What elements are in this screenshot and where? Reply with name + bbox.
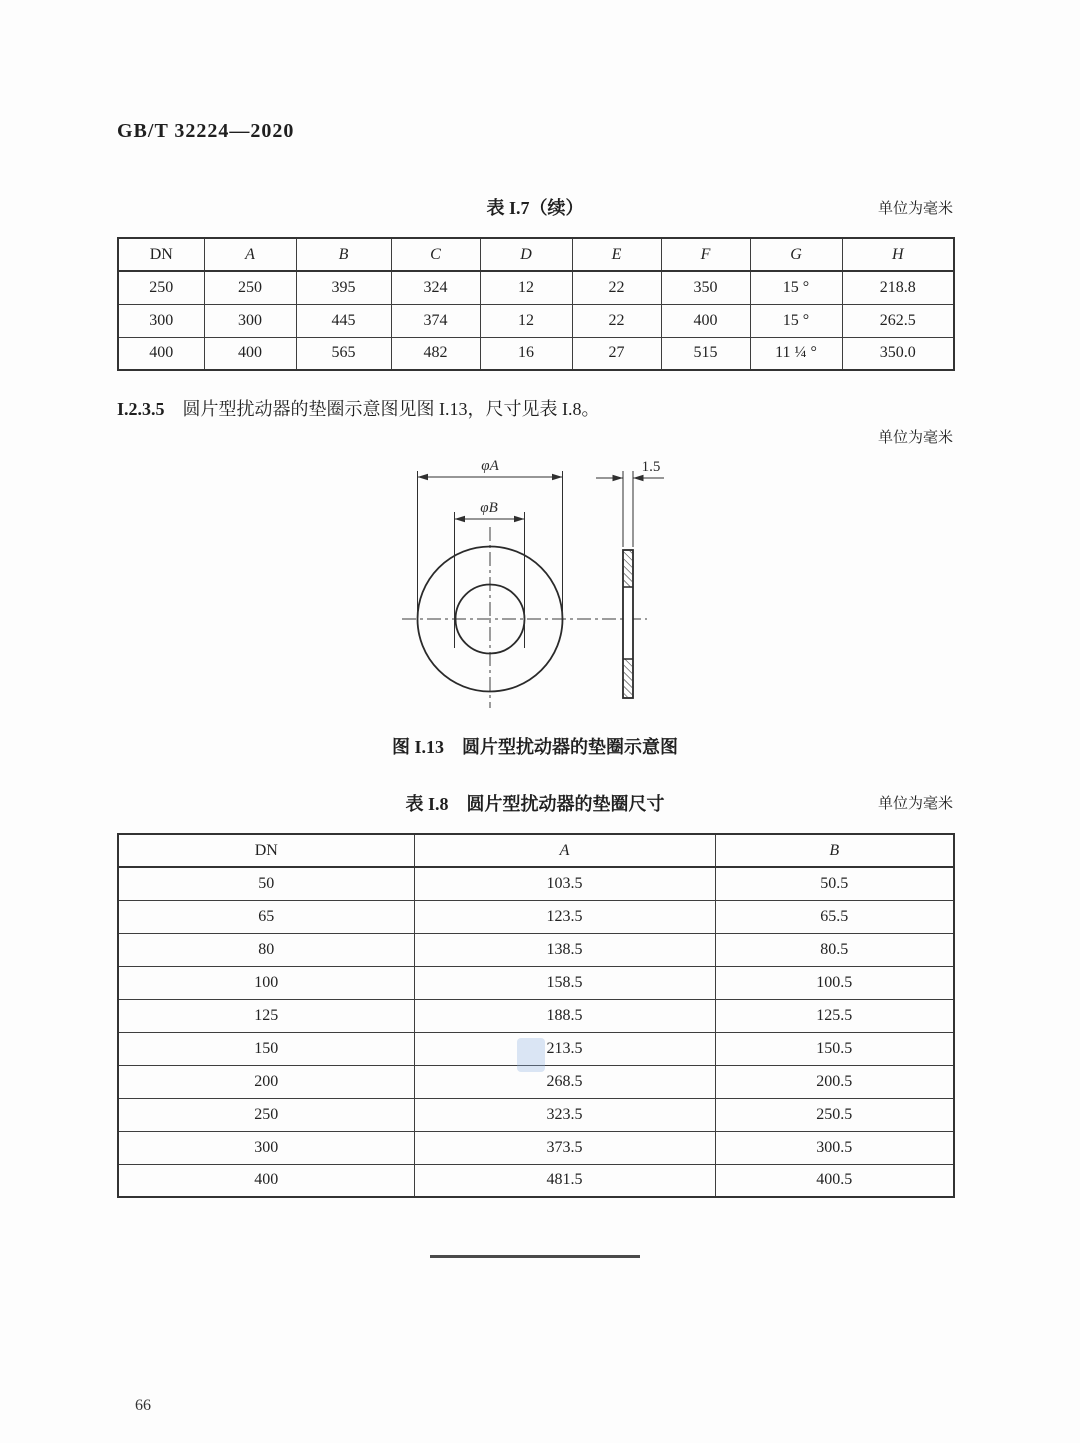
column-header: G (750, 238, 842, 271)
table-cell: 80.5 (715, 933, 954, 966)
table-cell: 11 ¼ ° (750, 337, 842, 370)
column-header: F (661, 238, 750, 271)
table-cell: 65.5 (715, 900, 954, 933)
table-row (118, 999, 954, 1032)
table-i8-caption: 表 I.8 圆片型扰动器的垫圈尺寸 (405, 794, 665, 814)
table-cell: 250 (204, 271, 296, 304)
arrowhead (514, 516, 525, 522)
table-cell: 400 (204, 337, 296, 370)
unit-note: 单位为毫米 (877, 201, 953, 217)
table-cell: 65 (118, 900, 414, 933)
table-cell: 158.5 (414, 966, 715, 999)
table-cell: 400 (118, 337, 204, 370)
table-cell: 125 (118, 999, 414, 1032)
table-header-row (118, 834, 954, 867)
dim-thickness (596, 471, 664, 547)
column-header: E (572, 238, 661, 271)
table-cell: 100 (118, 966, 414, 999)
table-cell: 481.5 (414, 1164, 715, 1197)
table-cell: 395 (296, 271, 391, 304)
table-i7 (117, 237, 955, 371)
column-header: C (391, 238, 480, 271)
table-cell: 200.5 (715, 1065, 954, 1098)
section-hatch-bottom (624, 660, 632, 698)
table-cell: 324 (391, 271, 480, 304)
table-cell: 12 (480, 304, 572, 337)
table-row (118, 304, 954, 337)
section-number: I.2.3.5 (117, 399, 165, 419)
table-cell: 50.5 (715, 867, 954, 900)
table-row (118, 867, 954, 900)
arrowhead (418, 474, 429, 480)
table-cell: 213.5 (414, 1032, 715, 1065)
table-cell: 125.5 (715, 999, 954, 1032)
column-header: DN (118, 834, 414, 867)
dim-label-phi-a: φA (481, 458, 499, 474)
column-header: H (842, 238, 954, 271)
table-cell: 373.5 (414, 1131, 715, 1164)
table-cell: 50 (118, 867, 414, 900)
table-cell: 15 ° (750, 271, 842, 304)
table-cell: 300 (118, 1131, 414, 1164)
arrowhead (552, 474, 563, 480)
table-cell: 262.5 (842, 304, 954, 337)
table-cell: 22 (572, 271, 661, 304)
arrowhead (455, 516, 466, 522)
figure-caption: 图 I.13 圆片型扰动器的垫圈示意图 (391, 737, 678, 757)
dim-label-thickness: 1.5 (641, 459, 661, 475)
column-header: DN (118, 238, 204, 271)
table-cell: 15 ° (750, 304, 842, 337)
table-i8 (117, 833, 955, 1198)
arrowhead (633, 475, 644, 481)
table-cell: 22 (572, 304, 661, 337)
section-paragraph (117, 395, 953, 421)
table-cell: 300 (204, 304, 296, 337)
arrowhead (613, 475, 624, 481)
table-row (118, 337, 954, 370)
table-cell: 482 (391, 337, 480, 370)
table-cell: 350 (661, 271, 750, 304)
table-row (118, 900, 954, 933)
table-row (118, 1098, 954, 1131)
column-header: A (414, 834, 715, 867)
table-row (118, 966, 954, 999)
table-cell: 250.5 (715, 1098, 954, 1131)
table-header-row (118, 238, 954, 271)
table-cell: 300.5 (715, 1131, 954, 1164)
table-cell: 138.5 (414, 933, 715, 966)
table-row (118, 1164, 954, 1197)
column-header: B (296, 238, 391, 271)
table-cell: 16 (480, 337, 572, 370)
dim-label-phi-b: φB (480, 500, 498, 516)
table-cell: 12 (480, 271, 572, 304)
table-cell: 445 (296, 304, 391, 337)
standard-code: GB/T 32224—2020 (117, 120, 295, 142)
table-cell: 250 (118, 271, 204, 304)
page-number: 66 (135, 1397, 151, 1414)
section-hatch-top (624, 551, 632, 587)
table-row (118, 271, 954, 304)
table-cell: 27 (572, 337, 661, 370)
table-cell: 150.5 (715, 1032, 954, 1065)
table-cell: 400 (661, 304, 750, 337)
table-cell: 250 (118, 1098, 414, 1131)
table-cell: 515 (661, 337, 750, 370)
table-i7-caption: 表 I.7（续） (486, 198, 584, 218)
table-cell: 374 (391, 304, 480, 337)
table-cell: 218.8 (842, 271, 954, 304)
table-cell: 323.5 (414, 1098, 715, 1131)
table-cell: 123.5 (414, 900, 715, 933)
table-cell: 80 (118, 933, 414, 966)
table-cell: 350.0 (842, 337, 954, 370)
table-cell: 150 (118, 1032, 414, 1065)
column-header: D (480, 238, 572, 271)
column-header: B (715, 834, 954, 867)
washer-diagram (380, 450, 700, 720)
table-cell: 565 (296, 337, 391, 370)
table-cell: 400.5 (715, 1164, 954, 1197)
table-row (118, 1131, 954, 1164)
table-cell: 188.5 (414, 999, 715, 1032)
unit-note: 单位为毫米 (877, 796, 953, 812)
table-cell: 103.5 (414, 867, 715, 900)
section-text: 圆片型扰动器的垫圈示意图见图 I.13，尺寸见表 I.8。 (182, 399, 600, 419)
end-of-document-rule (430, 1255, 640, 1258)
table-cell: 268.5 (414, 1065, 715, 1098)
watermark-artifact (517, 1038, 545, 1072)
table-row (118, 933, 954, 966)
column-header: A (204, 238, 296, 271)
table-cell: 100.5 (715, 966, 954, 999)
unit-note: 单位为毫米 (877, 430, 953, 446)
table-cell: 300 (118, 304, 204, 337)
table-cell: 400 (118, 1164, 414, 1197)
table-cell: 200 (118, 1065, 414, 1098)
